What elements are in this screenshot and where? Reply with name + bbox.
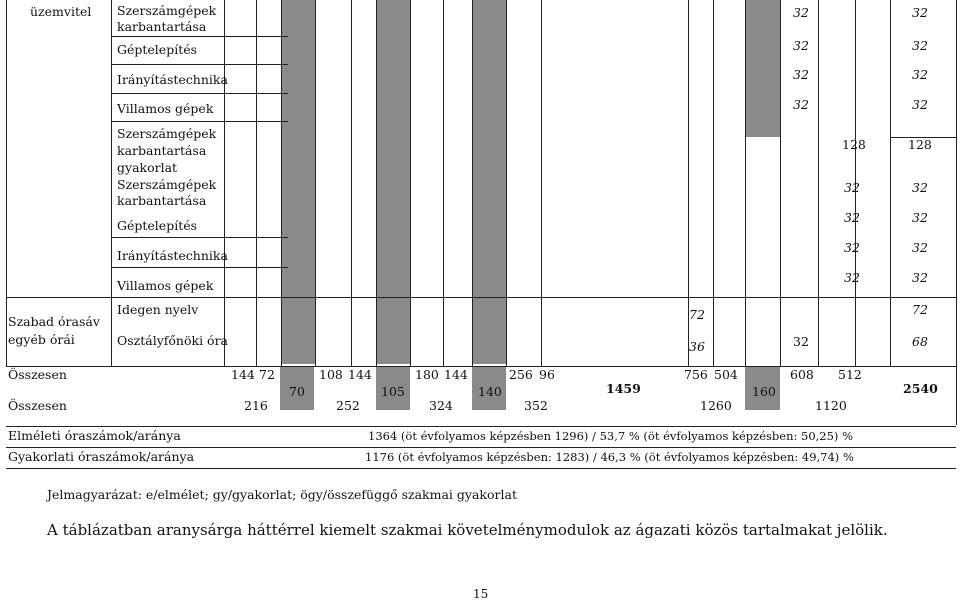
- total-value: 180: [415, 367, 439, 382]
- summary-value: 1364 (öt évfolyamos képzésben 1296) / 53,7 % (öt évfolyamos képzésben: 50,25) %: [368, 429, 854, 443]
- value-cell: 72: [689, 307, 705, 322]
- subject-cell: Irányítástechnika: [117, 72, 228, 87]
- value-cell: 32: [912, 180, 928, 195]
- value-cell: 32: [912, 67, 928, 82]
- total-value: 512: [838, 367, 862, 382]
- summary-value: 1176 (öt évfolyamos képzésben: 1283) / 46,3 % (öt évfolyamos képzésben: 49,74) %: [365, 450, 854, 464]
- total-value: 608: [790, 367, 814, 382]
- total-value: 70: [289, 384, 305, 399]
- value-cell: 32: [793, 67, 809, 82]
- group-label-uzemvitel: üzemvitel: [30, 4, 92, 19]
- total-value: 144: [348, 367, 372, 382]
- subject-cell: Szerszámgépek karbantartása: [117, 3, 217, 34]
- group-label-egyeb-orai: egyéb órái: [8, 332, 75, 347]
- subject-cell: Szerszámgépek karbantartása gyakorlat: [117, 126, 217, 175]
- value-cell: 68: [912, 334, 928, 349]
- total-label: Összesen: [8, 398, 67, 413]
- value-cell: 32: [912, 210, 928, 225]
- total-value: 140: [478, 384, 502, 399]
- total-label: Összesen: [8, 367, 67, 382]
- value-cell: 36: [689, 339, 705, 354]
- subject-cell: Géptelepítés: [117, 218, 198, 233]
- total-value: 1459: [606, 381, 641, 396]
- subject-cell: Osztályfőnöki óra: [117, 333, 229, 348]
- total-value: 144: [231, 367, 255, 382]
- total-value: 144: [444, 367, 468, 382]
- value-cell: 32: [844, 240, 860, 255]
- value-cell: 128: [842, 137, 866, 152]
- shaded-column: [281, 0, 315, 364]
- value-cell: 32: [793, 5, 809, 20]
- total-value: 108: [319, 367, 343, 382]
- shaded-column: [472, 0, 506, 364]
- subject-cell: Irányítástechnika: [117, 248, 228, 263]
- subject-cell: Géptelepítés: [117, 42, 198, 57]
- total-value: 105: [381, 384, 405, 399]
- total-value: 216: [244, 398, 268, 413]
- value-cell: 32: [912, 5, 928, 20]
- total-value: 160: [752, 384, 776, 399]
- grand-total: 2540: [903, 381, 938, 396]
- value-cell: 32: [793, 38, 809, 53]
- total-value: 1260: [700, 398, 732, 413]
- total-value: 96: [539, 367, 555, 382]
- total-value: 72: [259, 367, 275, 382]
- highlight-note: A táblázatban aranysárga háttérrel kiemelt szakmai követelménymodulok az ágazati közös tartalmakat jelölik.: [47, 521, 888, 539]
- value-cell: 32: [844, 210, 860, 225]
- value-cell: 32: [912, 97, 928, 112]
- summary-label: Elméleti óraszámok/aránya: [8, 428, 181, 443]
- value-cell: 32: [912, 240, 928, 255]
- group-label-szabad-orasav: Szabad órasáv: [8, 314, 100, 329]
- total-value: 352: [524, 398, 548, 413]
- value-cell: 32: [844, 270, 860, 285]
- legend-text: Jelmagyarázat: e/elmélet; gy/gyakorlat; ögy/összefüggő szakmai gyakorlat: [47, 487, 517, 502]
- value-cell: 32: [793, 334, 809, 349]
- shaded-column: [745, 0, 780, 137]
- total-value: 324: [429, 398, 453, 413]
- value-cell: 72: [912, 302, 928, 317]
- shaded-column: [376, 0, 410, 364]
- subject-cell: Szerszámgépek karbantartása: [117, 177, 217, 208]
- subject-cell: Villamos gépek: [117, 101, 214, 116]
- total-value: 1120: [815, 398, 847, 413]
- value-cell: 128: [908, 137, 932, 152]
- subject-cell: Idegen nyelv: [117, 302, 199, 317]
- total-value: 252: [336, 398, 360, 413]
- total-value: 504: [714, 367, 738, 382]
- subject-cell: Villamos gépek: [117, 278, 214, 293]
- page-number: 15: [473, 587, 489, 601]
- value-cell: 32: [912, 270, 928, 285]
- value-cell: 32: [844, 180, 860, 195]
- value-cell: 32: [912, 38, 928, 53]
- value-cell: 32: [793, 97, 809, 112]
- summary-label: Gyakorlati óraszámok/aránya: [8, 449, 195, 464]
- total-value: 756: [684, 367, 708, 382]
- total-value: 256: [509, 367, 533, 382]
